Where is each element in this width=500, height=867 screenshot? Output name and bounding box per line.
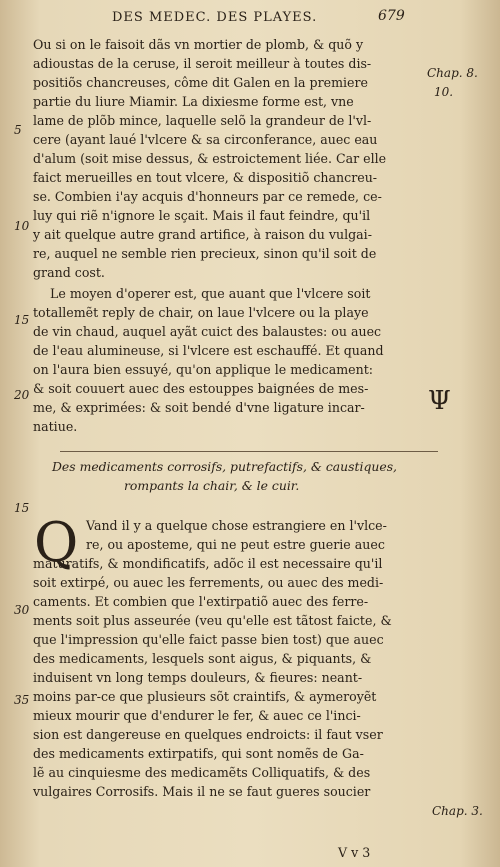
marginal-symbol: Ψ — [428, 386, 451, 416]
text-line: y ait quelque autre grand artifice, à raison du vulgai- — [33, 227, 372, 242]
section-heading: Des medicaments corrosifs, putrefactifs, & caustiques, — [52, 459, 397, 474]
line-number: 30 — [14, 603, 30, 617]
text-line: lẽ au cinquiesme des medicamẽts Colliquatifs, & des — [33, 765, 371, 780]
running-title: DES MEDEC. DES PLAYES. — [112, 10, 318, 25]
chapter-marker-top-sub: 10. — [434, 85, 454, 99]
line-number: 5 — [14, 123, 22, 137]
text-line: natiue. — [33, 419, 78, 434]
text-line: moins par-ce que plusieurs sõt craintifs, & aymeroyẽt — [33, 689, 377, 704]
page-number: 679 — [378, 8, 405, 24]
text-line: vulgaires Corrosifs. Mais il ne se faut gueres soucier — [33, 784, 371, 799]
text-line: induisent vn long temps douleurs, & fieures: neant- — [33, 670, 363, 685]
text-line: on l'aura bien essuyé, qu'on applique le medicament: — [33, 362, 374, 377]
text-line: me, & exprimées: & soit bendé d'vne ligature incar- — [33, 400, 365, 415]
text-line: des medicaments extirpatifs, qui sont nomẽs de Ga- — [33, 746, 364, 761]
drop-capital: Q — [34, 511, 79, 574]
text-line: lame de plõb mince, laquelle selõ la grandeur de l'vl- — [33, 113, 372, 128]
text-line: Le moyen d'operer est, que auant que l'vlcere soit — [50, 286, 371, 301]
text-line: de vin chaud, auquel ayãt cuict des balaustes: ou auec — [33, 324, 382, 339]
chapter-marker-bottom: Chap. 3. — [432, 804, 483, 818]
text-line: que l'impression qu'elle faict passe bien tost) que auec — [33, 632, 384, 647]
line-number: 10 — [14, 219, 30, 233]
text-line: adioustas de la ceruse, il seroit meilleur à toutes dis- — [33, 56, 372, 71]
text-line: luy qui riẽ n'ignore le sçait. Mais il faut feindre, qu'il — [33, 208, 371, 223]
text-line: sion est dangereuse en quelques endroicts: il faut vser — [33, 727, 383, 742]
text-line: se. Combien i'ay acquis d'honneurs par ce remede, ce- — [33, 189, 382, 204]
text-line: maturatifs, & mondificatifs, adõc il est necessaire qu'il — [33, 556, 383, 571]
text-line: faict merueilles en tout vlcere, & dispositiõ chancreu- — [33, 170, 378, 185]
line-number: 20 — [14, 388, 30, 402]
chapter-marker-top: Chap. 8. — [427, 66, 478, 80]
text-line: Vand il y a quelque chose estrangiere en l'vlce- — [86, 518, 387, 533]
text-line: totallemẽt reply de chair, on laue l'vlcere ou la playe — [33, 305, 369, 320]
text-line: caments. Et combien que l'extirpatiõ auec des ferre- — [33, 594, 369, 609]
signature-mark: V v 3 — [338, 845, 371, 860]
section-divider — [60, 451, 438, 452]
line-number: 15 — [14, 501, 30, 515]
text-line: re, auquel ne semble rien precieux, sinon qu'il soit de — [33, 246, 377, 261]
text-line: des medicaments, lesquels sont aigus, & piquants, & — [33, 651, 372, 666]
text-line: de l'eau alumineuse, si l'vlcere est eschauffé. Et quand — [33, 343, 384, 358]
line-number: 35 — [14, 693, 30, 707]
text-line: grand cost. — [33, 265, 105, 280]
text-line: Ou si on le faisoit dãs vn mortier de plomb, & quõ y — [33, 37, 364, 52]
text-line: partie du liure Miamir. La dixiesme forme est, vne — [33, 94, 354, 109]
section-heading: rompants la chair, & le cuir. — [124, 478, 300, 493]
text-line: d'alum (soit mise dessus, & estroictement liée. Car elle — [33, 151, 387, 166]
line-number: 15 — [14, 313, 30, 327]
text-line: ments soit plus asseurée (veu qu'elle est tãtost faicte, & — [33, 613, 392, 628]
text-line: & soit couuert auec des estouppes baignées de mes- — [33, 381, 369, 396]
text-line: mieux mourir que d'endurer le fer, & auec ce l'inci- — [33, 708, 361, 723]
text-line: cere (ayant laué l'vlcere & sa circonferance, auec eau — [33, 132, 378, 147]
text-line: positiõs chancreuses, côme dit Galen en la premiere — [33, 75, 368, 90]
text-line: soit extirpé, ou auec les ferrements, ou auec des medi- — [33, 575, 384, 590]
text-line: re, ou aposteme, qui ne peut estre guerie auec — [86, 537, 385, 552]
